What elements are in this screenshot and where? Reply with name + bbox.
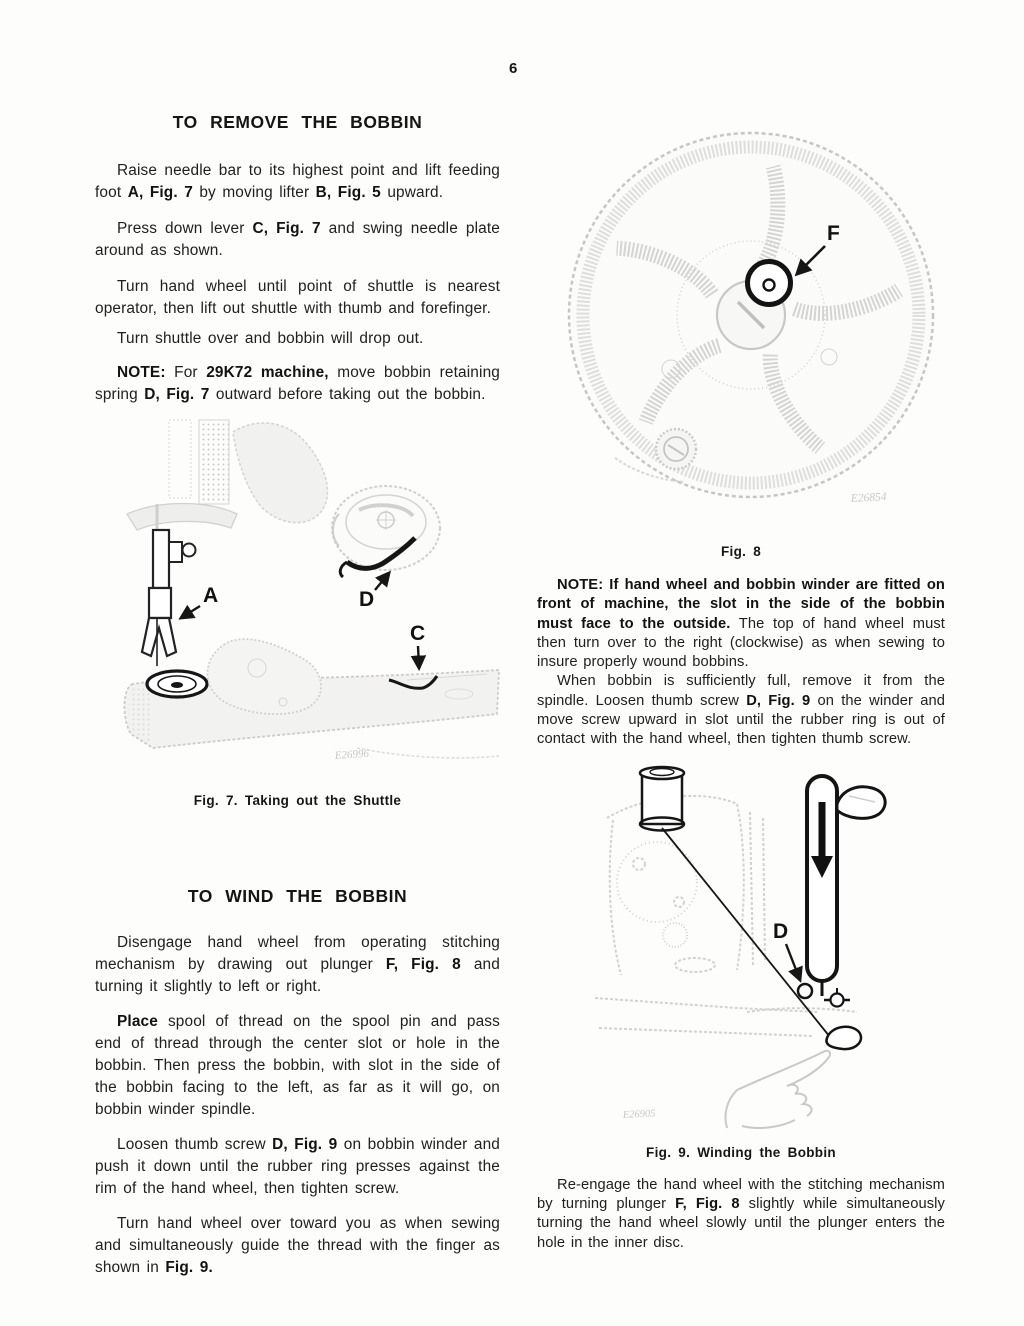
fig9-caption: Fig. 9. Winding the Bobbin xyxy=(646,1144,836,1160)
needle-bar-sketch xyxy=(199,420,229,504)
fig8-illustration-hand-wheel xyxy=(555,128,945,513)
fig8-plate-number: E26854 xyxy=(850,491,887,505)
fig8-label-f: F xyxy=(827,222,840,245)
fig7-arrow-a xyxy=(181,606,200,618)
shuttle-sketch xyxy=(332,486,440,577)
figure-7 xyxy=(107,418,500,785)
note-text xyxy=(537,576,945,750)
thumb-screw-d-sketch xyxy=(798,984,812,998)
wind-bobbin-text xyxy=(95,932,500,1279)
fig7-label-d: D xyxy=(359,588,375,611)
figure-8 xyxy=(555,128,945,518)
left-column xyxy=(95,112,500,1279)
winder-screw-sketch xyxy=(824,988,850,1007)
paragraph: Turn hand wheel over toward you as when sewing and simultaneously guide the thread with the finger as shown in Fig. 9. xyxy=(95,1215,500,1276)
remove-bobbin-text xyxy=(95,160,500,406)
closing-text xyxy=(537,1176,945,1253)
paragraph: Re-engage the hand wheel with the stitching mechanism by turning plunger F, Fig. 8 slightly while simultaneously turning the hand wheel slowly until the plunger enters the hole in the inner disc. xyxy=(537,1176,945,1251)
paragraph: Disengage hand wheel from operating stitching mechanism by drawing out plunger F, Fig. 8 and turning it slightly to left or right. xyxy=(95,934,500,995)
figure-9 xyxy=(587,760,945,1137)
note-paragraph: NOTE: For 29K72 machine, move bobbin retaining spring D, Fig. 7 outward before taking out the bobbin. xyxy=(95,364,500,403)
paragraph: Press down lever C, Fig. 7 and swing needle plate around as shown. xyxy=(95,220,500,259)
fig9-label-d: D xyxy=(773,919,789,943)
fig7-arrow-c xyxy=(418,646,419,668)
hand-wheel-sketch xyxy=(569,133,933,497)
paragraph: Turn hand wheel until point of shuttle is nearest operator, then lift out shuttle with thumb and forefinger. xyxy=(95,278,500,317)
winder-foot-sketch xyxy=(826,1026,861,1048)
spool-sketch xyxy=(640,767,684,831)
fig9-arrow-d xyxy=(786,944,800,980)
paragraph: Raise needle bar to its highest point and lift feeding foot A, Fig. 7 by moving lifter B, Fig. 5 upward. xyxy=(95,162,500,201)
feeding-foot-sketch xyxy=(142,530,196,666)
section-heading-wind-bobbin: TO WIND THE BOBBIN xyxy=(187,886,408,906)
fig7-label-a: A xyxy=(203,584,219,607)
fig7-caption: Fig. 7. Taking out the Shuttle xyxy=(193,793,402,808)
fig7-plate-number: E26996 xyxy=(334,747,370,762)
fig7-arrow-d xyxy=(375,573,389,590)
page-number: 6 xyxy=(509,60,518,77)
fig9-plate-number: E26905 xyxy=(622,1107,656,1121)
paragraph: Turn shuttle over and bobbin will drop out. xyxy=(117,330,424,347)
note-paragraph: When bobbin is sufficiently full, remove it from the spindle. Loosen thumb screw D, Fig. 9 on the winder and move screw upward in slot until the rubber ring is out of contact with the hand wheel, then tighten thumb screw. xyxy=(537,673,946,748)
fig7-illustration-taking-out-shuttle xyxy=(107,418,502,780)
winder-lever-sketch xyxy=(807,776,885,996)
fig9-illustration-winding-bobbin xyxy=(587,760,987,1132)
lever-handle-sketch xyxy=(837,786,885,818)
paragraph: Place spool of thread on the spool pin and pass end of thread through the center slot or hole in the bobbin. Then press the bobbin, with slot in the side of the bobbin facing to the left, as far as it will go, on bobbin winder spindle. xyxy=(95,1013,500,1118)
paragraph: Loosen thumb screw D, Fig. 9 on bobbin winder and push it down until the rubber ring presses against the rim of the hand wheel, then tighten screw. xyxy=(95,1136,500,1197)
hand-sketch xyxy=(725,1050,830,1127)
right-column xyxy=(537,128,945,1253)
fig8-caption: Fig. 8 xyxy=(720,544,762,559)
note-paragraph: NOTE: If hand wheel and bobbin winder are fitted on front of machine, the slot in the side of the bobbin must face to the outside. The top of hand wheel must then turn over to the right (clockwise) as when sewing to insure properly wound bobbins. xyxy=(537,577,945,671)
fig7-label-c: C xyxy=(410,622,426,645)
section-heading-remove-bobbin: TO REMOVE THE BOBBIN xyxy=(172,112,423,132)
shuttle-race-sketch xyxy=(147,671,207,697)
